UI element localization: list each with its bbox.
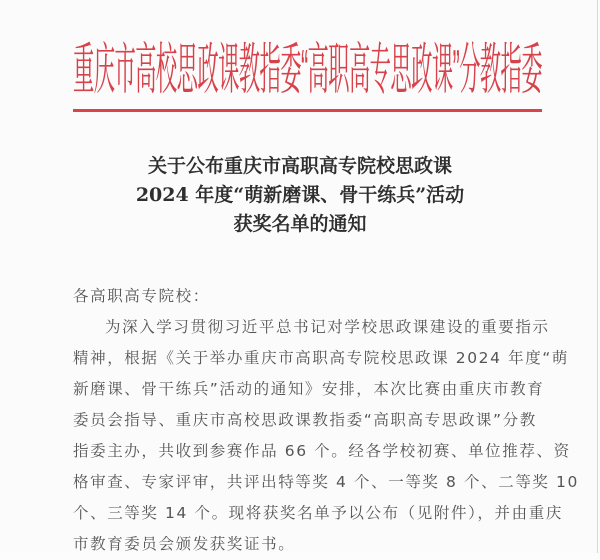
body-line: 指委主办，共收到参赛作品 66 个。经各学校初赛、单位推荐、资 xyxy=(73,442,571,460)
notice-title-line-2: 2024 年度“萌新磨课、骨干练兵”活动 xyxy=(135,184,465,206)
notice-title-line-3: 获奖名单的通知 xyxy=(233,213,367,235)
salutation: 各高职高专院校： xyxy=(73,287,210,305)
notice-title-line-1: 关于公布重庆市高职高专院校思政课 xyxy=(147,155,452,177)
masthead-title: 重庆市高校思政课教指委“高职高专思政课”分教指委 xyxy=(73,37,542,101)
notice-title xyxy=(60,152,540,239)
body-line: 精神，根据《关于举办重庆市高职高专院校思政课 2024 年度“萌 xyxy=(73,349,570,367)
body-line: 个、三等奖 14 个。现将获奖名单予以公布（见附件），并由重庆 xyxy=(73,504,563,522)
masthead-container xyxy=(73,38,543,102)
body-line: 市教育委员会颁发获奖证书。 xyxy=(73,535,296,553)
notice-body xyxy=(73,281,579,560)
body-line: 为深入学习贯彻习近平总书记对学校思政课建设的重要指示 xyxy=(105,318,550,336)
body-line: 新磨课、骨干练兵”活动的通知》安排，本次比赛由重庆市教育 xyxy=(73,380,545,398)
body-line: 格审查、专家评审，共评出特等奖 4 个、一等奖 8 个、二等奖 10 xyxy=(73,473,579,491)
body-line: 委员会指导、重庆市高校思政课教指委“高职高专思政课”分教 xyxy=(73,411,537,429)
red-divider-rule xyxy=(73,109,542,112)
